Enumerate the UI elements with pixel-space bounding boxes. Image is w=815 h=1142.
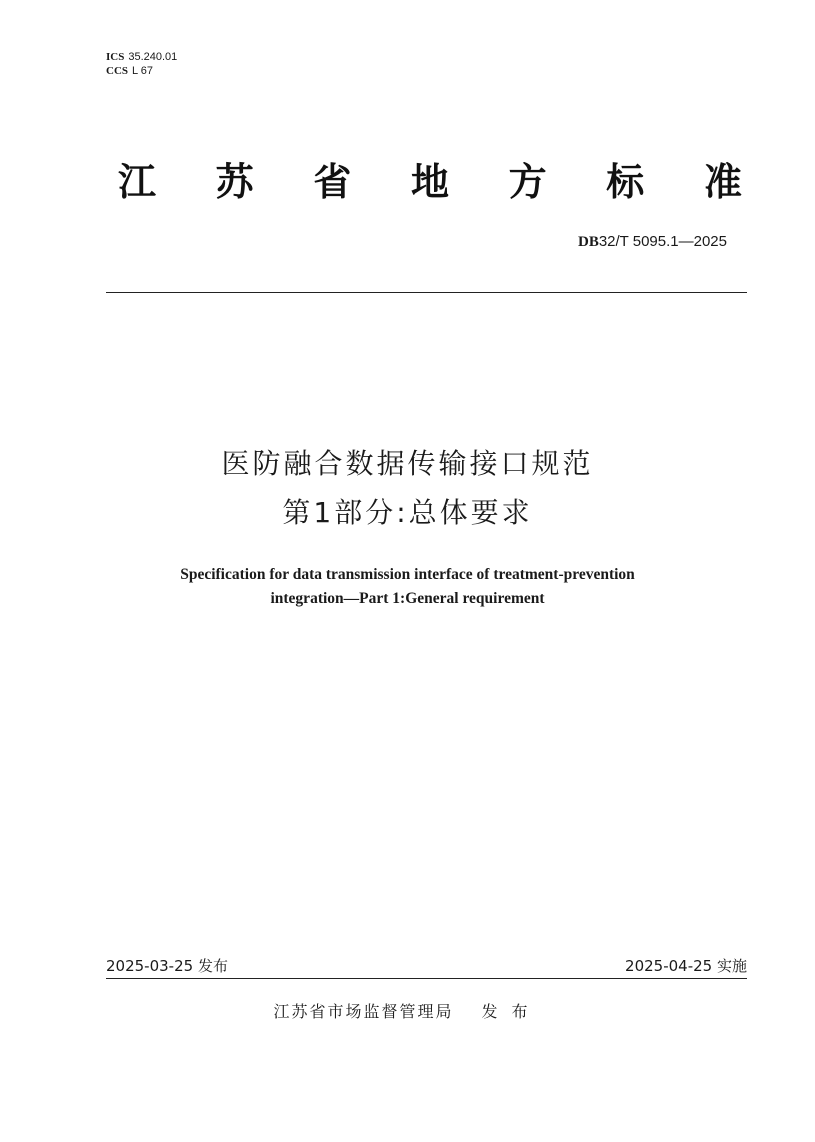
ccs-line	[106, 64, 177, 78]
issuer-action: 发布	[481, 1002, 542, 1021]
standard-type-char: 省	[313, 160, 352, 204]
classification-codes	[106, 50, 177, 78]
ccs-label: CCS	[106, 65, 129, 77]
effective-date: 2025-04-25 实施	[625, 957, 747, 975]
standard-type-heading	[118, 158, 742, 206]
issuer	[0, 1001, 815, 1023]
standard-type-char: 方	[508, 160, 547, 204]
ics-code: 35.240.01	[128, 51, 178, 63]
standard-type-char: 准	[703, 160, 742, 204]
publish-date: 2025-03-25 发布	[106, 957, 228, 975]
standard-type-char: 标	[606, 160, 645, 204]
standard-type-char: 地	[410, 160, 449, 204]
issuer-organization: 江苏省市场监督管理局	[273, 1002, 454, 1021]
footer-divider	[106, 978, 747, 979]
standard-number-prefix: DB	[577, 234, 599, 250]
standard-number-rest: 32/T 5095.1—2025	[598, 233, 727, 250]
ics-line	[106, 50, 177, 64]
standard-number	[578, 231, 727, 252]
chinese-title-line-1: 医防融合数据传输接口规范	[221, 447, 594, 480]
english-title-line-2: integration—Part 1:General requirement	[270, 590, 545, 607]
header-divider	[106, 292, 747, 293]
standard-type-char: 苏	[215, 160, 254, 204]
chinese-title-line-2: 第1部分:总体要求	[282, 496, 533, 529]
english-title-line-1: Specification for data transmission interface of treatment-prevention	[180, 566, 635, 583]
standard-type-char: 江	[118, 160, 157, 204]
ics-label: ICS	[106, 51, 125, 63]
ccs-code: L 67	[132, 65, 154, 77]
